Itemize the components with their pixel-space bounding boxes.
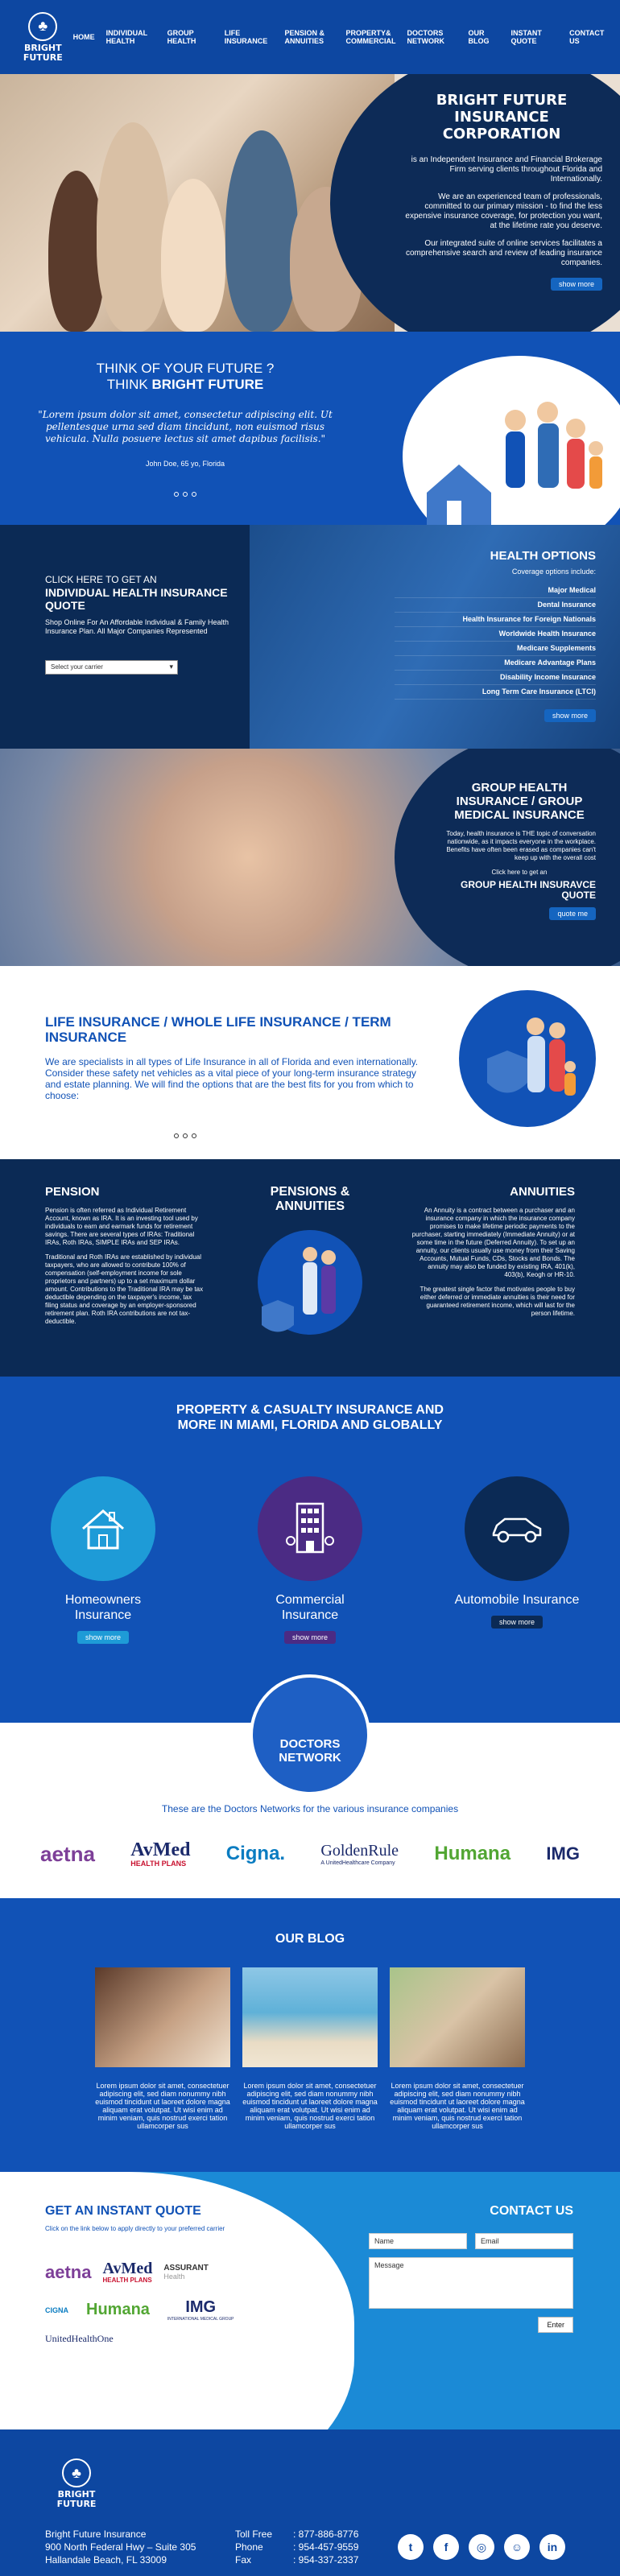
annuities-column (411, 1185, 575, 1324)
avmed-logo[interactable]: AvMed HEALTH PLANS (130, 1839, 191, 1868)
group-content (443, 781, 596, 920)
hero-section (0, 74, 620, 332)
annuities-title: ANNUITIES (510, 1185, 575, 1199)
hero-paragraph-1: is an Independent Insurance and Financial Brokerage Firm serving clients throughout Florida and Internationally. (411, 155, 602, 184)
pension-section (0, 1159, 620, 1377)
health-option[interactable]: Health Insurance for Foreign Nationals (395, 613, 596, 627)
annuities-p2: The greatest single factor that motivates people to buy either deferred or immediate annuities is their need for guaranteed retirement income, which will last for the person lifetime. (420, 1286, 575, 1317)
pension-p1: Pension is often referred as Individual Retirement Account, known as IRA. It is an investing tool used by individuals to earn and earmark funds for retirement savings. There are several types of IRAs: Traditional IRAs, Roth IRAs, SIMPLE IRAs and SEP IRAs. (45, 1207, 198, 1246)
email-field[interactable]: Email (475, 2233, 573, 2249)
individual-quote (45, 573, 230, 675)
health-option[interactable]: Medicare Supplements (395, 642, 596, 656)
health-options-title: HEALTH OPTIONS (490, 549, 596, 563)
doctors-caption: These are the Doctors Networks for the various insurance companies (161, 1803, 459, 1814)
quote-contact-section (0, 2172, 620, 2429)
pensions-annuities-title: PENSIONS & ANNUITIES (270, 1185, 350, 1213)
contact-title: CONTACT US (490, 2204, 573, 2218)
site-footer (0, 2429, 620, 2576)
footer-phones (235, 2528, 382, 2566)
nav-group-health[interactable]: GROUP HEALTH (167, 29, 196, 45)
life-title: LIFE INSURANCE / WHOLE LIFE INSURANCE / TERM INSURANCE (45, 1014, 391, 1045)
fax-label: Fax (235, 2554, 252, 2566)
carousel-dot[interactable] (174, 492, 179, 497)
blog-post[interactable] (390, 1967, 525, 2130)
group-health-section (0, 749, 620, 966)
phone-label: Phone (235, 2541, 263, 2553)
img-logo[interactable]: IMG INTERNATIONAL MEDICAL GROUP (167, 2298, 234, 2322)
blog-excerpt: Lorem ipsum dolor sit amet, consectetuer adipiscing elit, sed diam nonummy nibh euismod tincidunt ut laoreet dolore magna aliquam erat volutpat. Ut wisi enim ad minim veniam, quis nostrud exerci tation ullamcorper sus (95, 2082, 230, 2130)
group-quote-link[interactable]: GROUP HEALTH INSURAVCE QUOTE (460, 879, 596, 901)
carousel-dot[interactable] (183, 1133, 188, 1138)
footer-logo[interactable] (45, 2458, 108, 2509)
cigna-logo[interactable]: Cigna. (225, 1843, 286, 1864)
carrier-select[interactable]: Select your carrier ▾ (45, 660, 178, 675)
social-links (398, 2534, 565, 2560)
life-illustration (459, 990, 596, 1127)
hero-paragraph-2: We are an experienced team of professionals, committed to our primary mission - to find the less expensive insurance coverage, for protection you want, at the lifetime rate you deserve. (405, 192, 602, 230)
health-show-more-button[interactable]: show more (544, 709, 596, 722)
car-icon (489, 1513, 545, 1545)
automobile-title: Automobile Insurance (454, 1593, 580, 1607)
blog-title: OUR BLOG (275, 1932, 345, 1946)
nav-home[interactable]: HOME (72, 33, 95, 41)
message-field[interactable]: Message (369, 2257, 573, 2309)
automobile-item (453, 1476, 581, 1629)
humana-logo[interactable]: Humana (86, 2301, 150, 2318)
tollfree-label: Toll Free (235, 2529, 273, 2540)
homeowners-show-more-button[interactable]: show more (77, 1631, 129, 1644)
carousel-dots (174, 1133, 424, 1138)
instagram-icon[interactable]: ◎ (469, 2534, 494, 2560)
carousel-dot[interactable] (192, 492, 196, 497)
testimonial-quote: "Lorem ipsum dolor sit amet, consectetur adipiscing elit. Ut pellentesque urna sed diam tincidunt, non euismod risus vehicula. Nulla posuere lectus sit amet dapibus facilisis." (38, 409, 333, 444)
homeowners-title: Homeowners Insurance (64, 1593, 142, 1622)
testimonial (32, 361, 338, 497)
homeowners-circle[interactable] (51, 1476, 155, 1581)
pension-column (45, 1185, 206, 1332)
footer-company: Bright Future Insurance (45, 2529, 147, 2540)
blog-post[interactable] (95, 1967, 230, 2130)
quote-logos (45, 2260, 279, 2346)
logo[interactable] (13, 12, 73, 63)
family-illustration (403, 356, 620, 525)
health-option[interactable]: Long Term Care Insurance (LTCI) (395, 685, 596, 700)
health-option[interactable]: Disability Income Insurance (395, 671, 596, 685)
couple-illustration (258, 1230, 362, 1335)
carousel-dot[interactable] (183, 492, 188, 497)
house-icon (79, 1506, 127, 1551)
blog-image[interactable] (242, 1967, 378, 2067)
carousel-dot[interactable] (174, 1133, 179, 1138)
nav-contact-us[interactable]: CONTACT US (569, 29, 605, 45)
property-section (0, 1377, 620, 1723)
property-title: PROPERTY & CASUALTY INSURANCE AND MORE IN MIAMI, FLORIDA AND GLOBALLY (176, 1403, 444, 1432)
doctors-network-badge: DOCTORS NETWORK (250, 1674, 370, 1795)
blog-post[interactable] (242, 1967, 378, 2130)
group-title: GROUP HEALTH INSURANCE / GROUP MEDICAL INSURANCE (454, 781, 585, 822)
couple-shield-icon (258, 1230, 362, 1335)
quote-me-button[interactable]: quote me (549, 907, 596, 920)
health-option[interactable]: Worldwide Health Insurance (395, 627, 596, 642)
nav-life-insurance[interactable]: LIFE INSURANCE (224, 29, 268, 45)
aetna-logo[interactable]: aetna (45, 2261, 92, 2282)
building-icon (286, 1501, 334, 1557)
footer-address-line1: 900 North Federal Hwy – Suite 305 (45, 2541, 196, 2553)
instant-quote-sub: Click on the link below to apply directly to your preferred carrier (45, 2225, 225, 2232)
cigna-logo[interactable]: CIGNA (45, 2306, 68, 2314)
health-options (395, 549, 596, 722)
facebook-icon[interactable]: f (433, 2534, 459, 2560)
nav-individual-health[interactable]: INDIVIDUAL HEALTH (105, 29, 147, 45)
humana-logo[interactable]: Humana (434, 1843, 511, 1864)
pension-p2: Traditional and Roth IRAs are established by individual taxpayers, who are allowed to contribute 100% of compensation (self-employment income for sole proprietors and partners) up to a set maximum dollar amount. Contributions to the Traditional IRA may be tax deductible depending on the taxpayer's income, tax filing status and coverage by an employer-sponsored retirement plan. Roth IRA contributions are not tax-deductible. (45, 1253, 204, 1325)
assurant-logo[interactable]: ASSURANT Health (163, 2264, 209, 2281)
img-logo[interactable]: IMG (546, 1843, 580, 1864)
footer-logo-text: BRIGHT FUTURE (56, 2489, 97, 2509)
fax-number: : 954-337-2337 (293, 2554, 359, 2566)
hero-title: BRIGHT FUTURE INSURANCE CORPORATION (436, 92, 568, 142)
carousel-dot[interactable] (192, 1133, 196, 1138)
health-options-list (395, 584, 596, 700)
doctors-logos (40, 1840, 580, 1868)
footer-address-line2: Hallandale Beach, FL 33009 (45, 2554, 167, 2566)
twitter-icon[interactable]: t (398, 2534, 424, 2560)
health-option[interactable]: Medicare Advantage Plans (395, 656, 596, 671)
automobile-circle[interactable] (465, 1476, 569, 1581)
linkedin-icon[interactable]: in (539, 2534, 565, 2560)
footer-address (45, 2528, 196, 2566)
individual-quote-title[interactable]: CLICK HERE TO GET AN INDIVIDUAL HEALTH INSURANCE QUOTE (45, 574, 228, 612)
health-option[interactable]: Major Medical (395, 584, 596, 598)
site-header (0, 0, 620, 74)
pension-title: PENSION (45, 1185, 100, 1199)
group-link-small: Click here to get an (491, 869, 548, 876)
life-content (45, 1014, 424, 1138)
testimonial-author: John Doe, 65 yo, Florida (145, 460, 225, 468)
tree-icon: ♣ (28, 12, 57, 41)
enter-button[interactable]: Enter (538, 2317, 573, 2333)
life-desc: We are specialists in all types of Life Insurance in all of Florida and even internationally. Consider these safety net vehicles as a vital piece of your long-term insurance strategy and estate planning. We will find the options that are the best fits for you from which to choose: (45, 1056, 419, 1101)
hero-content (401, 92, 602, 291)
life-insurance-section (0, 966, 620, 1159)
nav-instant-quote[interactable]: INSTANT QUOTE (510, 29, 542, 45)
nav-our-blog[interactable]: OUR BLOG (468, 29, 490, 45)
annuities-p1: An Annuity is a contract between a purchaser and an insurance company in which the insurance company promises to make lifetime periodic payments to the purchaser, starting immediately (Immediate Annuity) or at some time in the future (Deferred Annuity). To set up an annuity, our clients usually use money from their Saving Accounts, Mutual Funds, CDs, Stocks and Bonds. The annuity may also be funded by existing IRA, 401(k), 403(b), Keogh or HR-10. (411, 1207, 575, 1278)
commercial-circle[interactable] (258, 1476, 362, 1581)
family-house-icon (403, 356, 620, 525)
automobile-show-more-button[interactable]: show more (491, 1616, 543, 1629)
health-options-sub: Coverage options include: (511, 568, 596, 576)
commercial-title: Commercial Insurance (275, 1593, 345, 1622)
aetna-logo[interactable]: aetna (40, 1841, 95, 1866)
name-field[interactable]: Name (369, 2233, 467, 2249)
hero-show-more-button[interactable]: show more (551, 278, 602, 291)
unitedhealthone-logo[interactable]: UnitedHealthOne (45, 2333, 114, 2344)
main-nav (73, 29, 607, 45)
testimonial-heading: THINK OF YOUR FUTURE ? THINK BRIGHT FUTURE (96, 361, 275, 392)
logo-text: BRIGHT FUTURE (23, 42, 63, 63)
individual-quote-desc: Shop Online For An Affordable Individual & Family Health Insurance Plan. All Major Companies Represented (45, 618, 229, 635)
family-shield-icon (459, 990, 596, 1127)
blog-image[interactable] (390, 1967, 525, 2067)
contact-form (369, 2204, 573, 2333)
blog-section (0, 1898, 620, 2172)
instant-quote-title: GET AN INSTANT QUOTE (45, 2204, 201, 2218)
hero-paragraph-3: Our integrated suite of online services facilitates a comprehensive search and review of leading insurance companies. (405, 239, 602, 267)
nav-pension-annuities[interactable]: PENSION & ANNUITIES (284, 29, 325, 45)
homeowners-item (39, 1476, 167, 1644)
blog-excerpt: Lorem ipsum dolor sit amet, consectetuer adipiscing elit, sed diam nonummy nibh euismod tincidunt ut laoreet dolore magna aliquam erat volutpat. Ut wisi enim ad minim veniam, quis nostrud exerci tation ullamcorper sus (390, 2082, 525, 2130)
snapchat-icon[interactable]: ☺ (504, 2534, 530, 2560)
commercial-show-more-button[interactable]: show more (284, 1631, 336, 1644)
group-desc: Today, health insurance is THE topic of conversation nationwide, as it impacts everyone in the workplace. Benefits have often been erased as companies can't keep up with the overall cost (446, 830, 596, 861)
nav-doctors-network[interactable]: DOCTORS NETWORK (407, 29, 445, 45)
commercial-item (246, 1476, 374, 1644)
avmed-logo[interactable]: AvMed HEALTH PLANS (102, 2260, 153, 2284)
pensions-annuities-column (242, 1185, 378, 1335)
doctors-network-section (0, 1723, 620, 1898)
testimonial-section (0, 332, 620, 525)
blog-excerpt: Lorem ipsum dolor sit amet, consectetuer adipiscing elit, sed diam nonummy nibh euismod tincidunt ut laoreet dolore magna aliquam erat volutpat. Ut wisi enim ad minim veniam, quis nostrud exerci tation ullamcorper sus (242, 2082, 378, 2130)
tree-icon: ♣ (62, 2458, 91, 2487)
health-options-section (0, 525, 620, 749)
instant-quote (45, 2204, 335, 2232)
goldenrule-logo[interactable]: GoldenRule A UnitedHealthcare Company (320, 1842, 399, 1866)
carousel-dots (32, 492, 338, 497)
tollfree-number[interactable]: : 877-886-8776 (293, 2529, 359, 2540)
blog-image[interactable] (95, 1967, 230, 2067)
phone-number[interactable]: : 954-457-9559 (293, 2541, 359, 2553)
nav-property-commercial[interactable]: PROPERTY& COMMERCIAL (345, 29, 396, 45)
health-option[interactable]: Dental Insurance (395, 598, 596, 613)
